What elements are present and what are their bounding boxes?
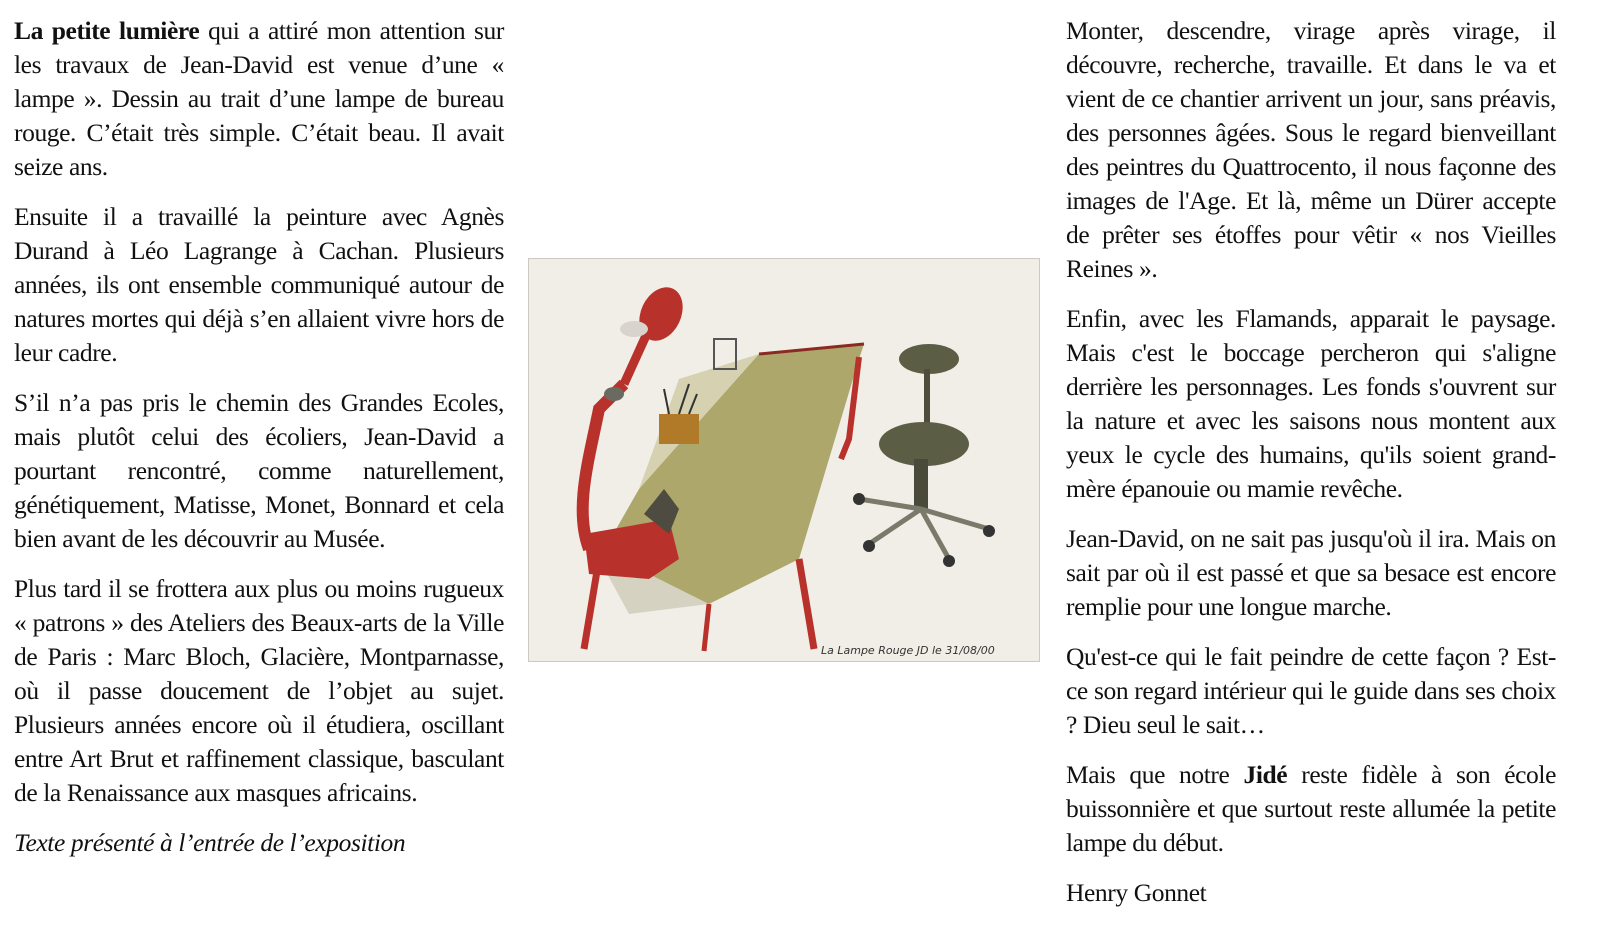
paragraph xyxy=(14,14,504,184)
paragraph: Ensuite il a travaillé la peinture avec Agnès Durand à Léo Lagrange à Cachan. Plusieurs années, ils ont ensemble communiqué autour de natures mortes qui déjà s’en allaient vivre hors de leur cadre. xyxy=(14,202,504,367)
left-column xyxy=(14,14,504,876)
artwork-caption: La Lampe Rouge JD le 31/08/00 xyxy=(821,644,995,657)
paragraph xyxy=(1066,758,1556,860)
paragraph: Qu'est-ce qui le fait peindre de cette façon ? Est-ce son regard intérieur qui le guide dans ses choix ? Dieu seul le sait… xyxy=(1066,642,1556,739)
exhibition-note: Texte présenté à l’entrée de l’exposition xyxy=(14,828,406,857)
paragraph: Monter, descendre, virage après virage, il découvre, recherche, travaille. Et dans le va et vient de ce chantier arrivent un jour, sans préavis, des personnes âgées. Sous le regard bienveillant des peintres du Quattrocento, il nous façonne des images de l'Age. Et là, même un Dürer accepte de prêter ses étoffes pour vêtir « nos Vieilles Reines ». xyxy=(1066,16,1556,283)
intro-text: qui a attiré mon attention sur les travaux de Jean-David est venue d’une « lampe ». Dessin au trait d’une lampe de bureau rouge. C’était très simple. C’était beau. Il avait seize ans. xyxy=(14,16,504,181)
paragraph: Plus tard il se frottera aux plus ou moins rugueux « patrons » des Ateliers des Beaux-arts de la Ville de Paris : Marc Bloch, Glacière, Montparnasse, où il passe doucement de l’objet au sujet. Plusieurs années encore où il étudiera, oscillant entre Art Brut et raffinement classique, basculant de la Renaissance aux masques africains. xyxy=(14,574,504,807)
paragraph: S’il n’a pas pris le chemin des Grandes Ecoles, mais plutôt celui des écoliers, Jean-David a pourtant rencontré, comme naturellement, génétiquement, Matisse, Monet, Bonnard et cela bien avant de les découvrir au Musée. xyxy=(14,388,504,553)
intro-bold: La petite lumière xyxy=(14,16,200,45)
pen-pot xyxy=(659,414,699,444)
artwork-image xyxy=(528,258,1040,662)
text: Mais que notre xyxy=(1066,760,1244,789)
nickname-bold: Jidé xyxy=(1243,760,1288,789)
red-lamp-painting xyxy=(529,259,1039,661)
author-signature: Henry Gonnet xyxy=(1066,878,1207,907)
paragraph: Jean-David, on ne sait pas jusqu'où il ira. Mais on sait par où il est passé et que sa besace est encore remplie pour une longue marche. xyxy=(1066,524,1556,621)
paragraph: Enfin, avec les Flamands, apparait le paysage. Mais c'est le boccage percheron qui s'aligne derrière les personnages. Les fonds s'ouvrent sur la nature et avec les saisons nous montent aux yeux le cycle des humains, qu'ils soient grand-mère épanouie ou mamie revêche. xyxy=(1066,304,1556,503)
right-column xyxy=(1066,14,1556,926)
text: reste fidèle à son école buissonnière et que surtout reste allumée la petite lampe du début. xyxy=(1066,760,1557,857)
